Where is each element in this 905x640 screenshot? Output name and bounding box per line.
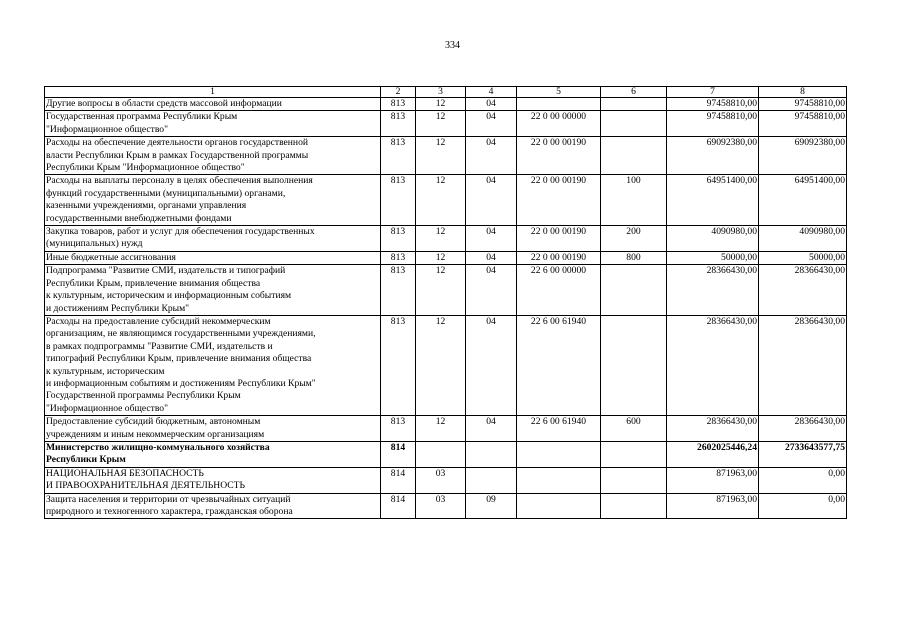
- row-section: 12: [416, 175, 466, 226]
- row-expense-type: 100: [601, 175, 667, 226]
- header-col-1: 1: [45, 87, 381, 98]
- row-expense-type: [601, 98, 667, 111]
- row-amount-year1: 4090980,00: [667, 226, 759, 252]
- row-name: НАЦИОНАЛЬНАЯ БЕЗОПАСНОСТЬ И ПРАВООХРАНИТЕЛЬНАЯ ДЕЯТЕЛЬНОСТЬ: [45, 467, 381, 493]
- header-row: [45, 87, 847, 98]
- table-row: [45, 175, 847, 226]
- row-name: Иные бюджетные ассигнования: [45, 251, 381, 264]
- row-target-article: 22 0 00 00190: [517, 175, 601, 226]
- row-section: 12: [416, 416, 466, 442]
- row-name: Государственная программа Республики Крым "Информационное общество": [45, 111, 381, 137]
- row-subsection: 04: [466, 98, 517, 111]
- row-target-article: 22 0 00 00000: [517, 111, 601, 137]
- row-section: [416, 441, 466, 467]
- row-section: 12: [416, 265, 466, 316]
- row-admin-code: 814: [381, 467, 416, 493]
- row-amount-year2: 4090980,00: [759, 226, 847, 252]
- row-name: Расходы на обеспечение деятельности органов государственной власти Республики Крым в рамках Государственной программы Республики Крым "Информационное общество": [45, 137, 381, 175]
- row-amount-year1: 97458810,00: [667, 98, 759, 111]
- row-subsection: 04: [466, 315, 517, 415]
- header-col-6: 6: [601, 87, 667, 98]
- row-amount-year1: 28366430,00: [667, 315, 759, 415]
- row-subsection: 04: [466, 111, 517, 137]
- row-section: 12: [416, 315, 466, 415]
- row-section: 03: [416, 493, 466, 519]
- row-amount-year2: 28366430,00: [759, 265, 847, 316]
- row-section: 12: [416, 137, 466, 175]
- row-expense-type: [601, 137, 667, 175]
- row-expense-type: 800: [601, 251, 667, 264]
- row-amount-year2: 64951400,00: [759, 175, 847, 226]
- row-amount-year1: 97458810,00: [667, 111, 759, 137]
- row-name: Другие вопросы в области средств массовой информации: [45, 98, 381, 111]
- row-amount-year1: 871963,00: [667, 493, 759, 519]
- row-expense-type: 200: [601, 226, 667, 252]
- row-expense-type: [601, 493, 667, 519]
- header-col-7: 7: [667, 87, 759, 98]
- row-admin-code: 813: [381, 111, 416, 137]
- row-subsection: 04: [466, 265, 517, 316]
- row-admin-code: 814: [381, 493, 416, 519]
- row-target-article: [517, 98, 601, 111]
- row-amount-year1: 2602025446,24: [667, 441, 759, 467]
- row-amount-year2: 97458810,00: [759, 111, 847, 137]
- row-subsection: 04: [466, 251, 517, 264]
- row-target-article: 22 0 00 00190: [517, 251, 601, 264]
- row-expense-type: [601, 111, 667, 137]
- row-admin-code: 813: [381, 251, 416, 264]
- row-amount-year1: 28366430,00: [667, 416, 759, 442]
- table-row: [45, 111, 847, 137]
- page-number: 334: [445, 40, 460, 51]
- row-amount-year2: 28366430,00: [759, 315, 847, 415]
- row-section: 03: [416, 467, 466, 493]
- table-row: [45, 416, 847, 442]
- row-admin-code: 813: [381, 315, 416, 415]
- row-admin-code: 813: [381, 175, 416, 226]
- row-admin-code: 813: [381, 98, 416, 111]
- row-amount-year2: 97458810,00: [759, 98, 847, 111]
- row-amount-year1: 871963,00: [667, 467, 759, 493]
- row-amount-year1: 69092380,00: [667, 137, 759, 175]
- row-amount-year2: 2733643577,75: [759, 441, 847, 467]
- row-expense-type: [601, 265, 667, 316]
- table-row: [45, 137, 847, 175]
- header-col-3: 3: [416, 87, 466, 98]
- table-row: [45, 441, 847, 467]
- row-expense-type: [601, 441, 667, 467]
- table-row: [45, 251, 847, 264]
- row-name: Предоставление субсидий бюджетным, автономным учреждениям и иным некоммерческим организациям: [45, 416, 381, 442]
- row-name: Расходы на выплаты персоналу в целях обеспечения выполнения функций государственными (муниципальными) органами, казенными учреждениями, органами управления государственными внебюджетными фондами: [45, 175, 381, 226]
- row-subsection: [466, 441, 517, 467]
- row-subsection: [466, 467, 517, 493]
- table-row: [45, 493, 847, 519]
- row-amount-year2: 0,00: [759, 493, 847, 519]
- row-admin-code: 813: [381, 226, 416, 252]
- row-section: 12: [416, 251, 466, 264]
- row-admin-code: 813: [381, 416, 416, 442]
- header-col-8: 8: [759, 87, 847, 98]
- row-name: Расходы на предоставление субсидий некоммерческим организациям, не являющимся государственными учреждениями, в рамках подпрограммы "Развитие СМИ, издательств и типографий Республики Крым, привлечение внимания общества к культурным, историческим и информационным событиям и достижениям Республики Крым" Государственной программы Республики Крым "Информационное общество": [45, 315, 381, 415]
- row-target-article: 22 6 00 61940: [517, 315, 601, 415]
- row-target-article: 22 6 00 00000: [517, 265, 601, 316]
- row-amount-year1: 28366430,00: [667, 265, 759, 316]
- row-admin-code: 813: [381, 265, 416, 316]
- header-col-4: 4: [466, 87, 517, 98]
- row-expense-type: 600: [601, 416, 667, 442]
- row-target-article: 22 0 00 00190: [517, 137, 601, 175]
- row-target-article: [517, 467, 601, 493]
- row-name: Министерство жилищно-коммунального хозяйства Республики Крым: [45, 441, 381, 467]
- row-target-article: [517, 493, 601, 519]
- row-amount-year2: 50000,00: [759, 251, 847, 264]
- row-subsection: 04: [466, 416, 517, 442]
- table-row: [45, 265, 847, 316]
- row-subsection: 09: [466, 493, 517, 519]
- row-target-article: 22 6 00 61940: [517, 416, 601, 442]
- table-row: [45, 98, 847, 111]
- row-expense-type: [601, 467, 667, 493]
- table-row: [45, 315, 847, 415]
- table-row: [45, 467, 847, 493]
- row-section: 12: [416, 111, 466, 137]
- row-amount-year1: 64951400,00: [667, 175, 759, 226]
- row-admin-code: 813: [381, 137, 416, 175]
- row-expense-type: [601, 315, 667, 415]
- row-amount-year2: 69092380,00: [759, 137, 847, 175]
- row-target-article: 22 0 00 00190: [517, 226, 601, 252]
- row-name: Защита населения и территории от чрезвычайных ситуаций природного и техногенного характера, гражданская оборона: [45, 493, 381, 519]
- row-subsection: 04: [466, 175, 517, 226]
- row-section: 12: [416, 98, 466, 111]
- table-row: [45, 226, 847, 252]
- header-col-2: 2: [381, 87, 416, 98]
- row-amount-year2: 0,00: [759, 467, 847, 493]
- header-col-5: 5: [517, 87, 601, 98]
- row-admin-code: 814: [381, 441, 416, 467]
- row-amount-year1: 50000,00: [667, 251, 759, 264]
- row-name: Закупка товаров, работ и услуг для обеспечения государственных (муниципальных) нужд: [45, 226, 381, 252]
- row-amount-year2: 28366430,00: [759, 416, 847, 442]
- row-section: 12: [416, 226, 466, 252]
- row-name: Подпрограмма "Развитие СМИ, издательств и типографий Республики Крым, привлечение внимания общества к культурным, историческим и информационным событиям и достижениям Республики Крым": [45, 265, 381, 316]
- row-subsection: 04: [466, 137, 517, 175]
- budget-table: [44, 86, 847, 519]
- row-subsection: 04: [466, 226, 517, 252]
- row-target-article: [517, 441, 601, 467]
